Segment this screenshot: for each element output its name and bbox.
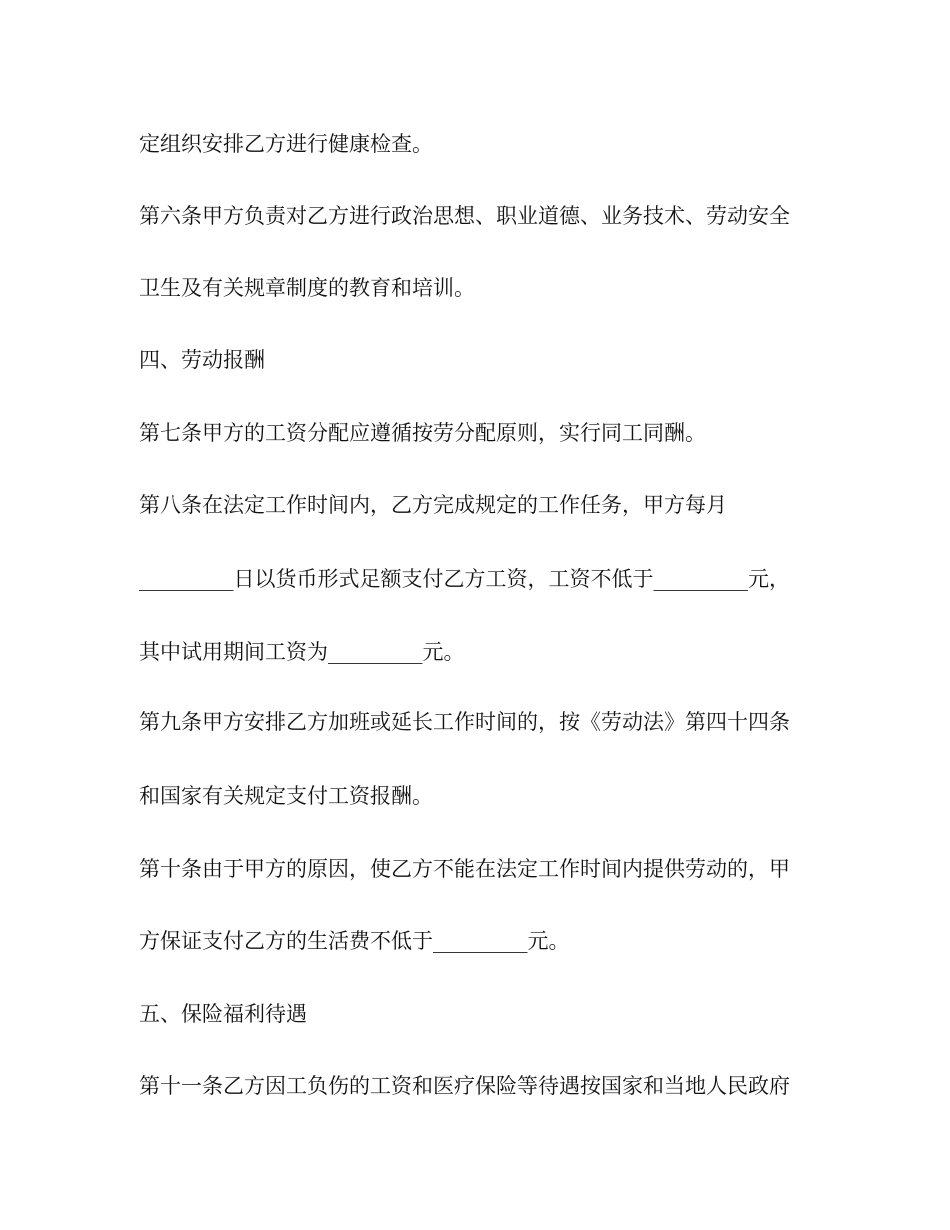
text-line: 第八条在法定工作时间内，乙方完成规定的工作任务，甲方每月 (139, 493, 727, 517)
text-line: 卫生及有关规章制度的教育和培训。 (139, 276, 475, 300)
text-line: 其中试用期间工资为_________元。 (139, 640, 465, 664)
text-line: 第十条由于甲方的原因，使乙方不能在法定工作时间内提供劳动的，甲 (139, 857, 790, 881)
text-line: 第十一条乙方因工负伤的工资和医疗保险等待遇按国家和当地人民政府 (139, 1074, 790, 1098)
section-heading: 五、保险福利待遇 (139, 1002, 307, 1026)
text-line: 第六条甲方负责对乙方进行政治思想、职业道德、业务技术、劳动安全 (139, 204, 790, 228)
text-line: 第七条甲方的工资分配应遵循按劳分配原则，实行同工同酬。 (139, 421, 706, 445)
text-line: 定组织安排乙方进行健康检查。 (139, 132, 433, 156)
section-heading: 四、劳动报酬 (139, 348, 265, 372)
text-line: 第九条甲方安排乙方加班或延长工作时间的，按《劳动法》第四十四条 (139, 710, 790, 734)
text-line: 和国家有关规定支付工资报酬。 (139, 784, 433, 808)
text-line: 方保证支付乙方的生活费不低于_________元。 (139, 929, 570, 953)
text-line: _________日以货币形式足额支付乙方工资，工资不低于_________元， (139, 567, 790, 591)
